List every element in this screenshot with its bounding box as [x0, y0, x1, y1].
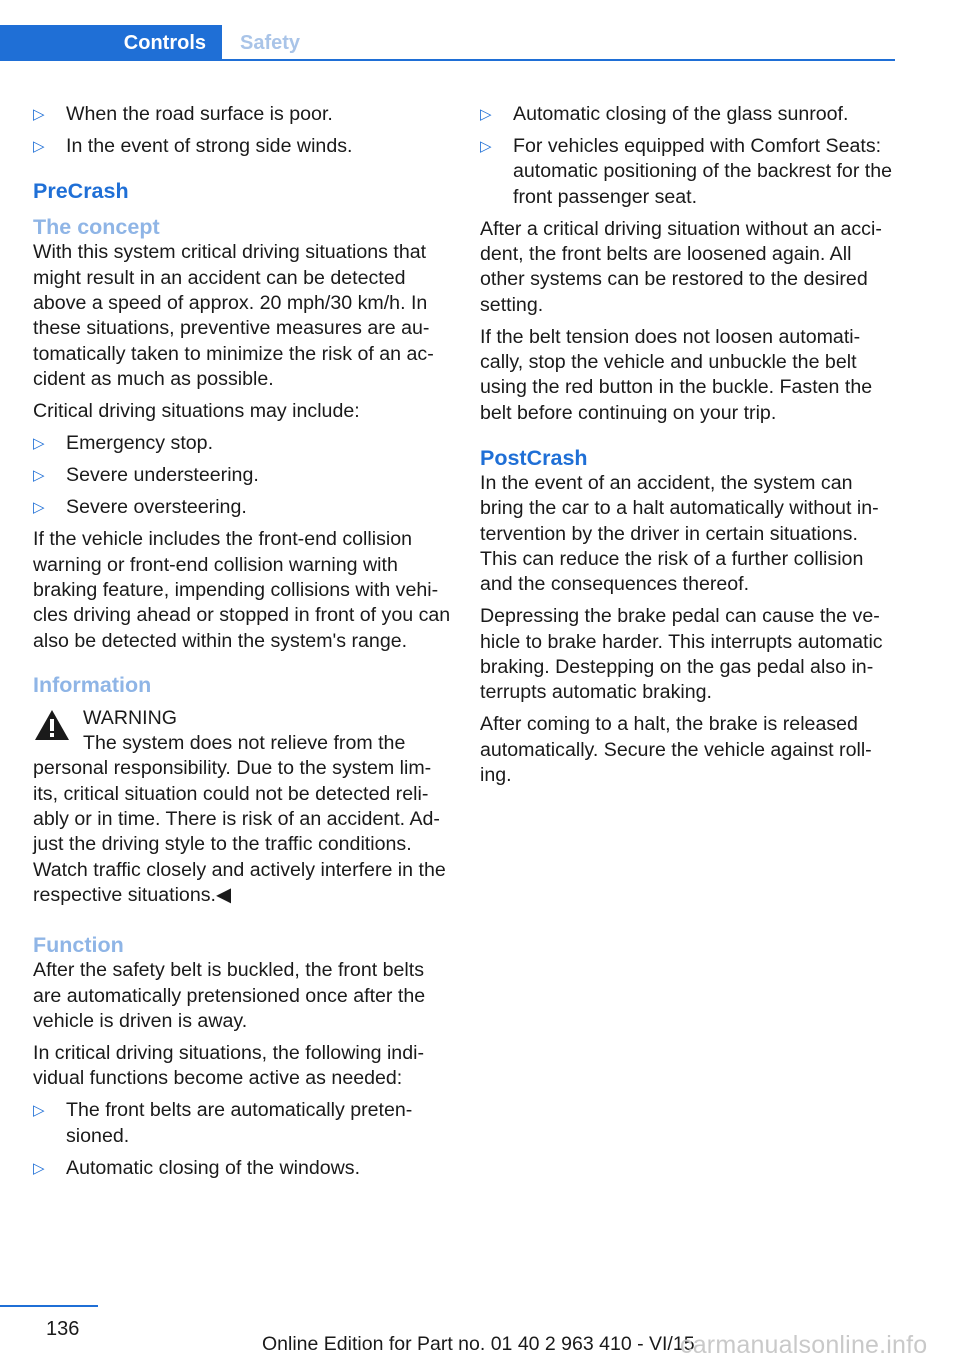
function-text: After the safety belt is buckled, the front belts are automatically pretensioned once after the vehicle is driven is away. — [33, 959, 426, 1032]
watermark: carmanualsonline.info — [680, 1331, 928, 1359]
list-item: ▷ The front belts are automatically preten-sioned. — [33, 1099, 413, 1147]
edition-text: Online Edition for Part no. 01 40 2 963 410 - VI/15 — [262, 1333, 695, 1355]
list-item: ▷ Emergency stop. — [33, 431, 451, 456]
list-item: ▷ Severe understeering. — [33, 463, 451, 488]
belt-tension-text: If the belt tension does not loosen automati-cally, stop the vehicle and unbuckle the belt using the red button in the buckle. Fasten the belt before continuing on your trip. — [480, 325, 873, 424]
triangle-right-icon: ▷ — [33, 435, 45, 453]
section-title-postcrash: PostCrash — [480, 445, 588, 470]
header-tabs — [0, 25, 895, 61]
triangle-right-icon: ▷ — [33, 138, 45, 156]
warning-triangle-icon — [33, 708, 71, 742]
triangle-right-icon: ▷ — [480, 106, 492, 123]
warning-label: WARNING — [83, 706, 177, 729]
list-item: ▷ Severe oversteering. — [33, 495, 451, 520]
page-number: 136 — [46, 1318, 80, 1340]
warning-text: personal responsibility. Due to the system lim-its, critical situation could not be detected reli-ably or in time. There is risk of an accident. Ad-just the driving style to the traffic conditions. Watch traffic closely and actively interfere in the respective situations.◀ — [33, 757, 446, 906]
function-intro: In critical driving situations, the following indi-vidual functions become active as needed: — [33, 1041, 424, 1090]
warning-block — [33, 706, 451, 908]
brake-text: Depressing the brake pedal can cause the ve-hicle to brake harder. This interrupts automatic braking. Destepping on the gas pedal also in-terrupts automatic braking. — [480, 605, 883, 704]
concept-text: With this system critical driving situations that might result in an accident can be detected above a speed of approx. 20 mph/30 km/h. In these situations, preventive measures are au-tomatically taken to minimize the risk of an ac-cident as much as possible. — [33, 241, 434, 390]
collision-text: If the vehicle includes the front-end collision warning or front-end collision warning with braking feature, impending collisions with vehi-cles driving ahead or stopped in front of you can also be detected within the system's range. — [33, 528, 451, 652]
triangle-right-icon: ▷ — [33, 106, 45, 123]
list-item: ▷ In the event of strong side winds. — [33, 134, 451, 159]
tab-safety[interactable]: Safety — [240, 32, 301, 54]
heading-function: Function — [33, 933, 124, 958]
list-item: ▷ When the road surface is poor. — [33, 102, 451, 127]
list-item: ▷ Automatic closing of the windows. — [33, 1156, 451, 1181]
heading-information: Information — [33, 672, 152, 697]
list-item: ▷ Automatic closing of the glass sunroof. — [480, 102, 896, 127]
footer-rule — [0, 1305, 98, 1307]
halt-text: After coming to a halt, the brake is released automatically. Secure the vehicle against roll-ing. — [480, 713, 872, 786]
triangle-right-icon: ▷ — [33, 1159, 45, 1177]
triangle-right-icon: ▷ — [33, 499, 45, 517]
header-rule — [0, 59, 895, 61]
section-title-precrash: PreCrash — [33, 179, 129, 204]
tab-controls[interactable]: Controls — [0, 25, 222, 61]
warning-text-first: The system does not relieve from the — [83, 732, 406, 755]
after-critical-text: After a critical driving situation without an acci-dent, the front belts are loosened again. All other systems can be restored to the desired setting. — [480, 217, 882, 316]
list-item: ▷ For vehicles equipped with Comfort Seats: automatic positioning of the backrest for the front passenger seat. — [480, 135, 893, 208]
right-column — [480, 102, 896, 795]
postcrash-text: In the event of an accident, the system can bring the car to a halt automatically without in-tervention by the driver in certain situations. This can reduce the risk of a further collision and the consequences thereof. — [480, 471, 879, 596]
triangle-right-icon: ▷ — [33, 1102, 45, 1120]
critical-intro: Critical driving situations may include: — [33, 399, 360, 422]
triangle-right-icon: ▷ — [480, 138, 492, 156]
heading-the-concept: The concept — [33, 215, 160, 240]
left-column — [33, 102, 451, 1188]
triangle-right-icon: ▷ — [33, 467, 45, 485]
